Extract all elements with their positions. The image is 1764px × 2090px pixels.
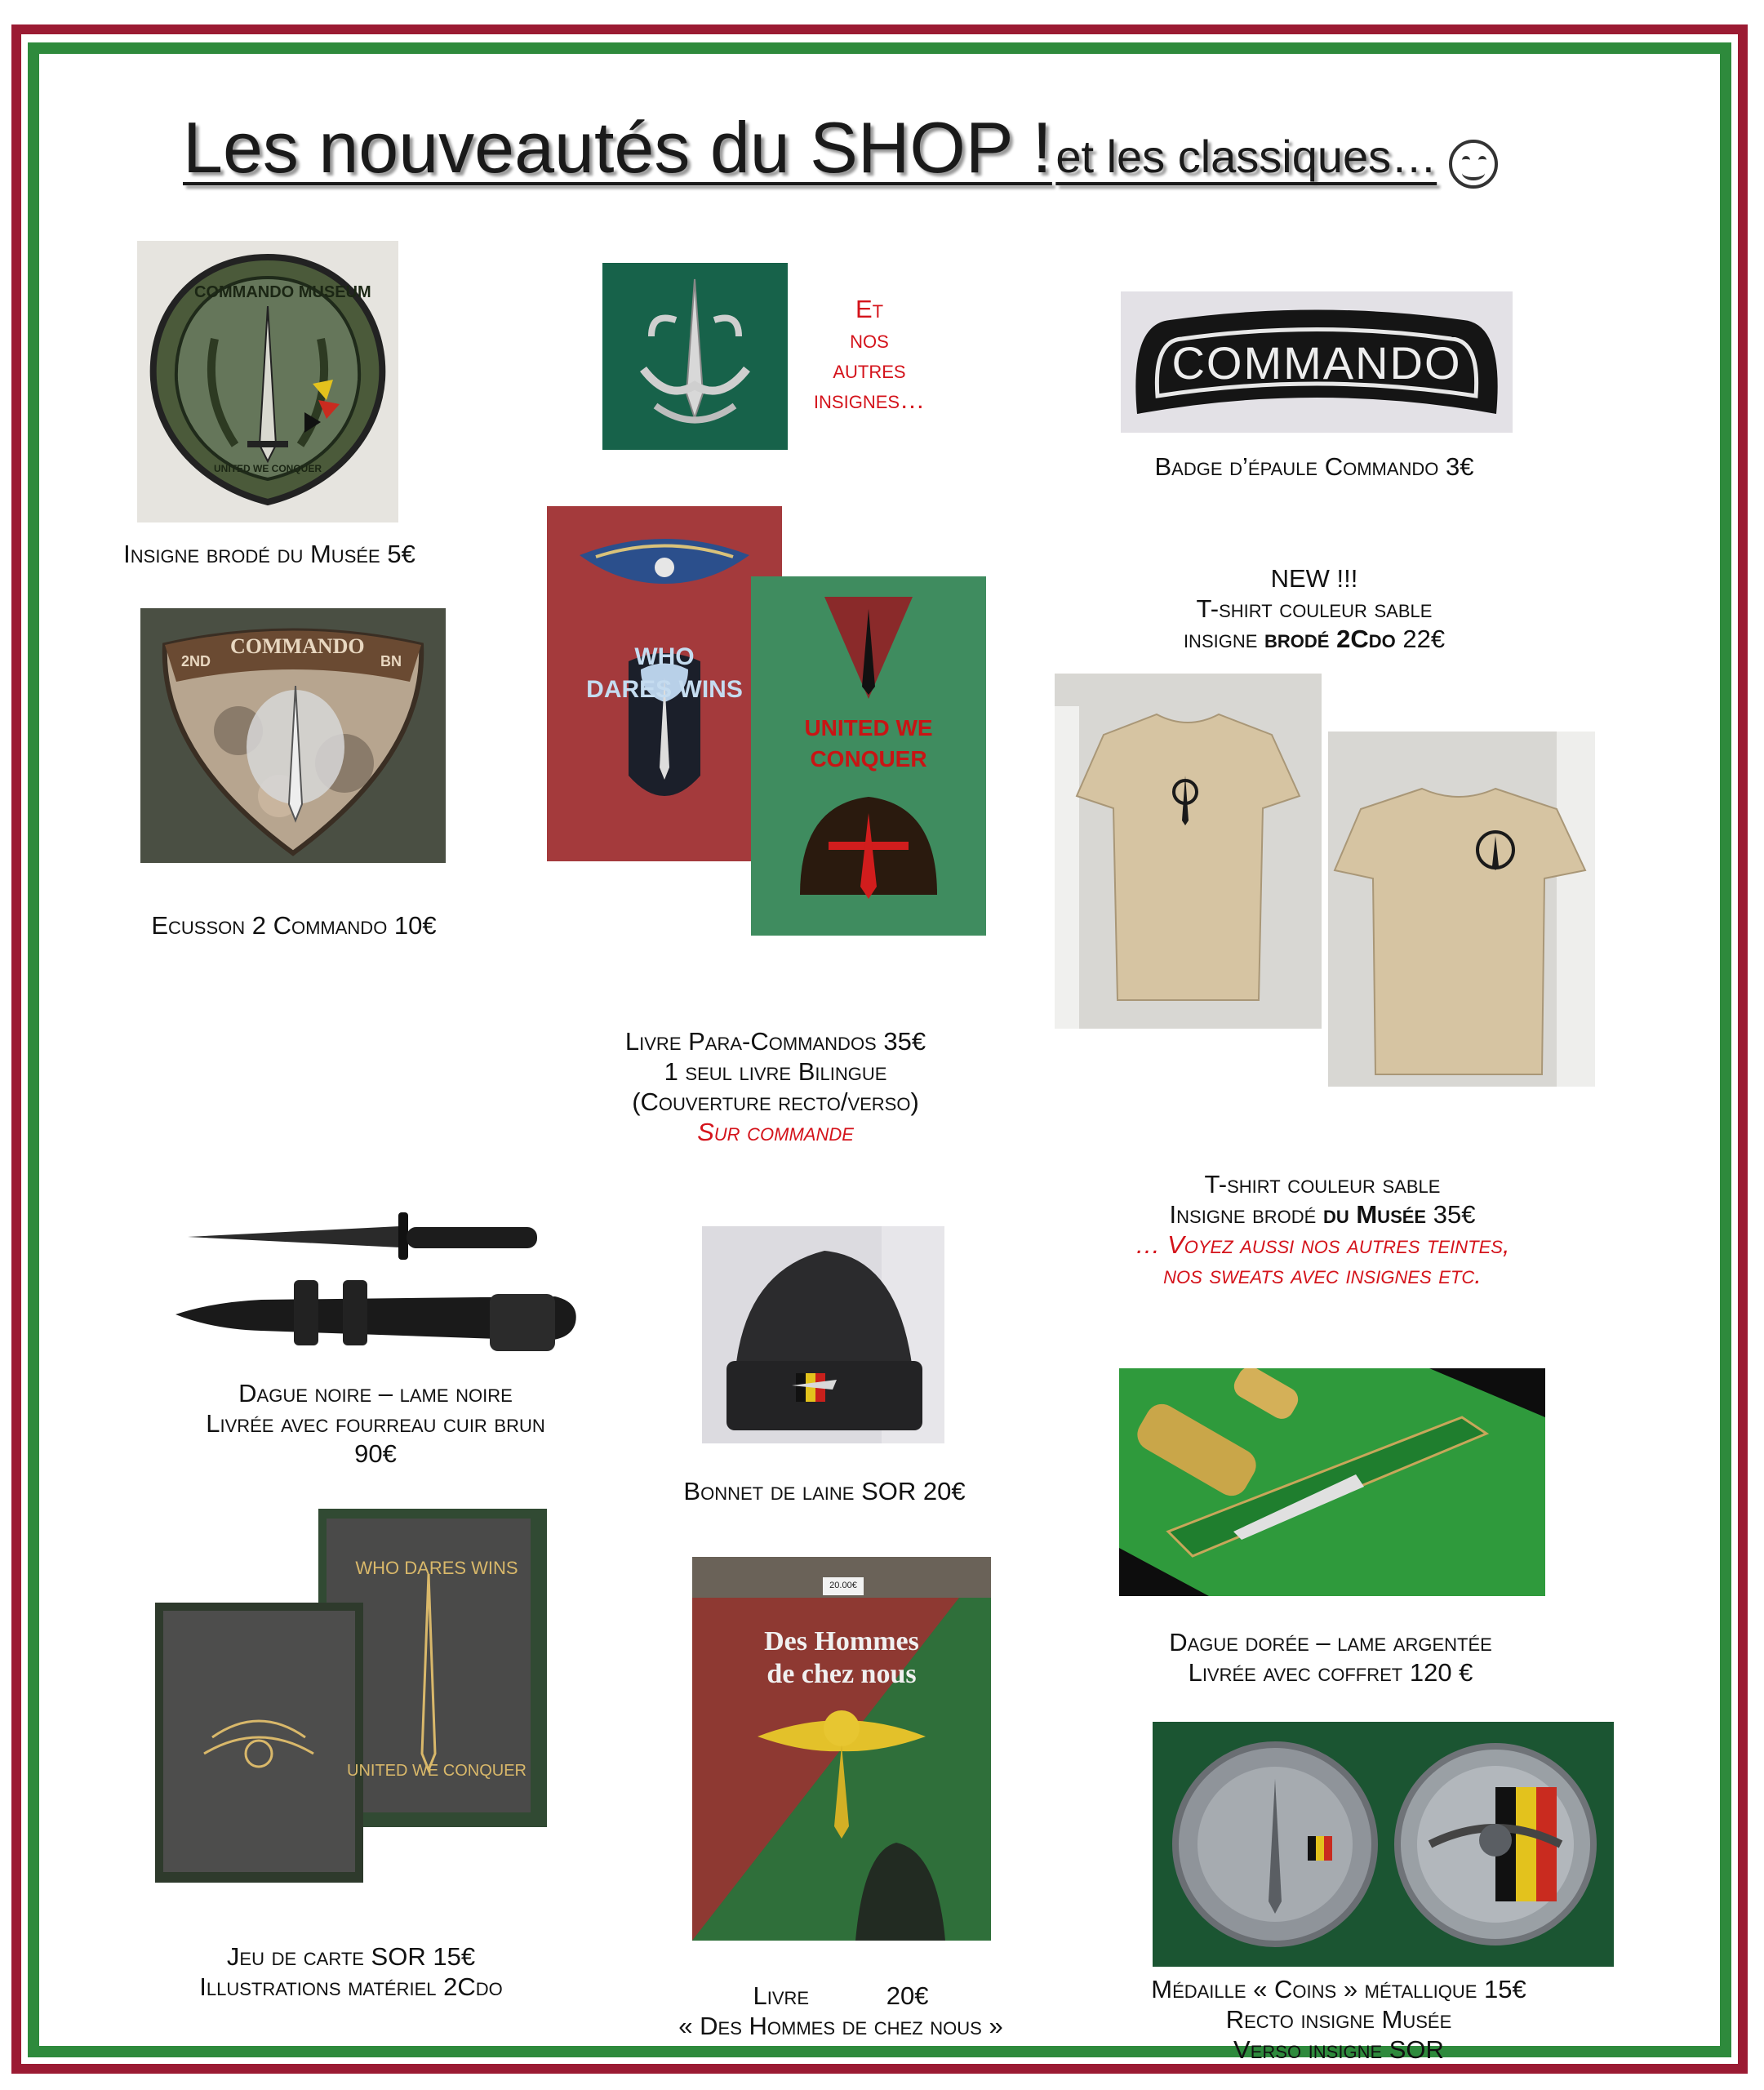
book-conquer-text: CONQUER xyxy=(810,746,927,772)
ecusson-caption: Ecusson 2 Commando 10€ xyxy=(151,911,437,940)
book-sas-photo xyxy=(547,506,782,861)
livre-hommes-line2: « Des Hommes de chez nous » xyxy=(678,2012,1003,2040)
livre-para-line1: Livre Para-Commandos 35€ xyxy=(624,1027,926,1056)
patch-united-text: UNITED WE CONQUER xyxy=(214,463,322,474)
page-title xyxy=(183,106,1498,193)
dague-doree-line1: Dague dorée – lame argentée xyxy=(1169,1628,1492,1656)
book-commando-photo xyxy=(751,576,986,936)
tshirt-musee-line3: … Voyez aussi nos autres teintes, xyxy=(1135,1230,1510,1259)
tab-commando-text: COMMANDO xyxy=(1171,337,1462,389)
ecusson-right-text: BN xyxy=(380,653,402,669)
tshirt-musee-line2b: du Musée xyxy=(1322,1200,1427,1229)
smiley-icon xyxy=(1449,140,1498,189)
bonnet-caption: Bonnet de laine SOR 20€ xyxy=(683,1477,966,1505)
tshirt-musee-illustration xyxy=(1328,732,1595,1087)
ecusson-top-text: COMMANDO xyxy=(230,634,365,658)
metal-insignia-photo xyxy=(602,263,788,450)
book-hommes-photo xyxy=(692,1557,991,1941)
dague-noire-line1: Dague noire – lame noire xyxy=(238,1379,513,1407)
tshirt-musee-line1: T-shirt couleur sable xyxy=(1204,1170,1441,1198)
medaille-caption xyxy=(1078,1974,1600,2065)
badge-caption: Badge d’épaule Commando 3€ xyxy=(1154,452,1474,481)
jeu-carte-line1: Jeu de carte SOR 15€ xyxy=(226,1942,476,1971)
hommes-title-1: Des Hommes xyxy=(764,1626,919,1656)
livre-hommes-line1: Livre 20€ xyxy=(753,1981,929,2010)
title-main: Les nouveautés du SHOP ! xyxy=(183,107,1052,188)
medaille-line2: Recto insigne Musée xyxy=(1225,2005,1452,2034)
book-who-text: WHO xyxy=(634,643,695,670)
autres-line3: autres xyxy=(833,355,906,384)
tshirt-musee-line2c: 35€ xyxy=(1426,1200,1476,1229)
tshirt-2cdo-line3 xyxy=(1086,624,1543,654)
autres-line1: Et xyxy=(855,295,884,323)
tshirt-2cdo-caption xyxy=(1086,563,1543,654)
hommes-title-2: de chez nous xyxy=(766,1659,917,1689)
tshirt-2cdo-line3c: 22€ xyxy=(1395,625,1446,653)
livre-para-line2: 1 seul livre Bilingue xyxy=(664,1057,887,1086)
jeu-carte-line2: Illustrations matériel 2Cdo xyxy=(199,1972,503,2001)
medaille-line3: Verso insigne SOR xyxy=(1233,2035,1444,2064)
cards-who-text: WHO DARES WINS xyxy=(355,1558,518,1578)
black-dagger-illustration xyxy=(163,1200,588,1372)
tshirt-musee-photo xyxy=(1328,732,1595,1087)
black-dagger-photo xyxy=(163,1200,588,1372)
livre-hommes-caption xyxy=(620,1981,1061,2041)
livre-para-line4: Sur commande xyxy=(697,1118,854,1146)
medaille-line1: Médaille « Coins » métallique 15€ xyxy=(1151,1975,1526,2003)
coins-photo xyxy=(1153,1722,1614,1967)
beanie-illustration xyxy=(702,1226,944,1443)
tshirt-musee-caption xyxy=(1061,1169,1584,1290)
hommes-price-tag: 20.00€ xyxy=(829,1581,857,1590)
tshirt-2cdo-line1: NEW !!! xyxy=(1270,564,1358,593)
ecusson-left-text: 2ND xyxy=(180,653,211,669)
commando-tab-photo xyxy=(1121,291,1513,433)
coins-illustration xyxy=(1153,1722,1614,1967)
tshirt-2cdo-line3a: insigne xyxy=(1183,625,1265,653)
museum-patch-photo xyxy=(137,241,398,522)
title-sub: et les classiques… xyxy=(1055,131,1437,182)
autres-caption xyxy=(784,294,955,415)
tshirt-musee-line2a: Insigne brodé xyxy=(1169,1200,1323,1229)
book-hommes-illustration xyxy=(692,1557,991,1941)
gold-dagger-illustration xyxy=(1119,1368,1545,1596)
livre-para-caption xyxy=(539,1026,1012,1147)
livre-para-line3: (Couverture recto/verso) xyxy=(632,1087,919,1116)
card-deck-photo xyxy=(155,1509,547,1883)
beanie-photo xyxy=(702,1226,944,1443)
tshirt-musee-line4: nos sweats avec insignes etc. xyxy=(1163,1261,1482,1289)
tshirt-2cdo-photo xyxy=(1055,674,1322,1029)
tshirt-2cdo-illustration xyxy=(1055,674,1322,1029)
dague-noire-line2: Livrée avec fourreau cuir brun xyxy=(206,1409,545,1438)
dague-doree-line2: Livrée avec coffret 120 € xyxy=(1188,1658,1473,1687)
autres-line4: insignes… xyxy=(813,385,926,414)
patch-museum-text: COMMANDO MUSEUM xyxy=(194,283,371,301)
tshirt-2cdo-line3b: brodé 2Cdo xyxy=(1264,625,1396,653)
dague-noire-line3: 90€ xyxy=(354,1439,397,1468)
gold-dagger-photo xyxy=(1119,1368,1545,1596)
dague-noire-caption xyxy=(122,1378,629,1469)
cards-united-text: UNITED WE CONQUER xyxy=(347,1762,527,1780)
autres-line2: nos xyxy=(850,325,889,354)
book-united-text: UNITED WE xyxy=(804,715,933,740)
ecusson-photo xyxy=(140,608,446,863)
insigne-caption: Insigne brodé du Musée 5€ xyxy=(123,540,415,568)
jeu-carte-caption xyxy=(122,1941,580,2002)
tshirt-musee-line2 xyxy=(1061,1199,1584,1230)
metal-insignia-illustration xyxy=(602,263,788,450)
dague-doree-caption xyxy=(1094,1627,1567,1688)
tshirt-2cdo-line2: T-shirt couleur sable xyxy=(1196,594,1433,623)
book-dares-text: DARES WINS xyxy=(586,676,743,703)
